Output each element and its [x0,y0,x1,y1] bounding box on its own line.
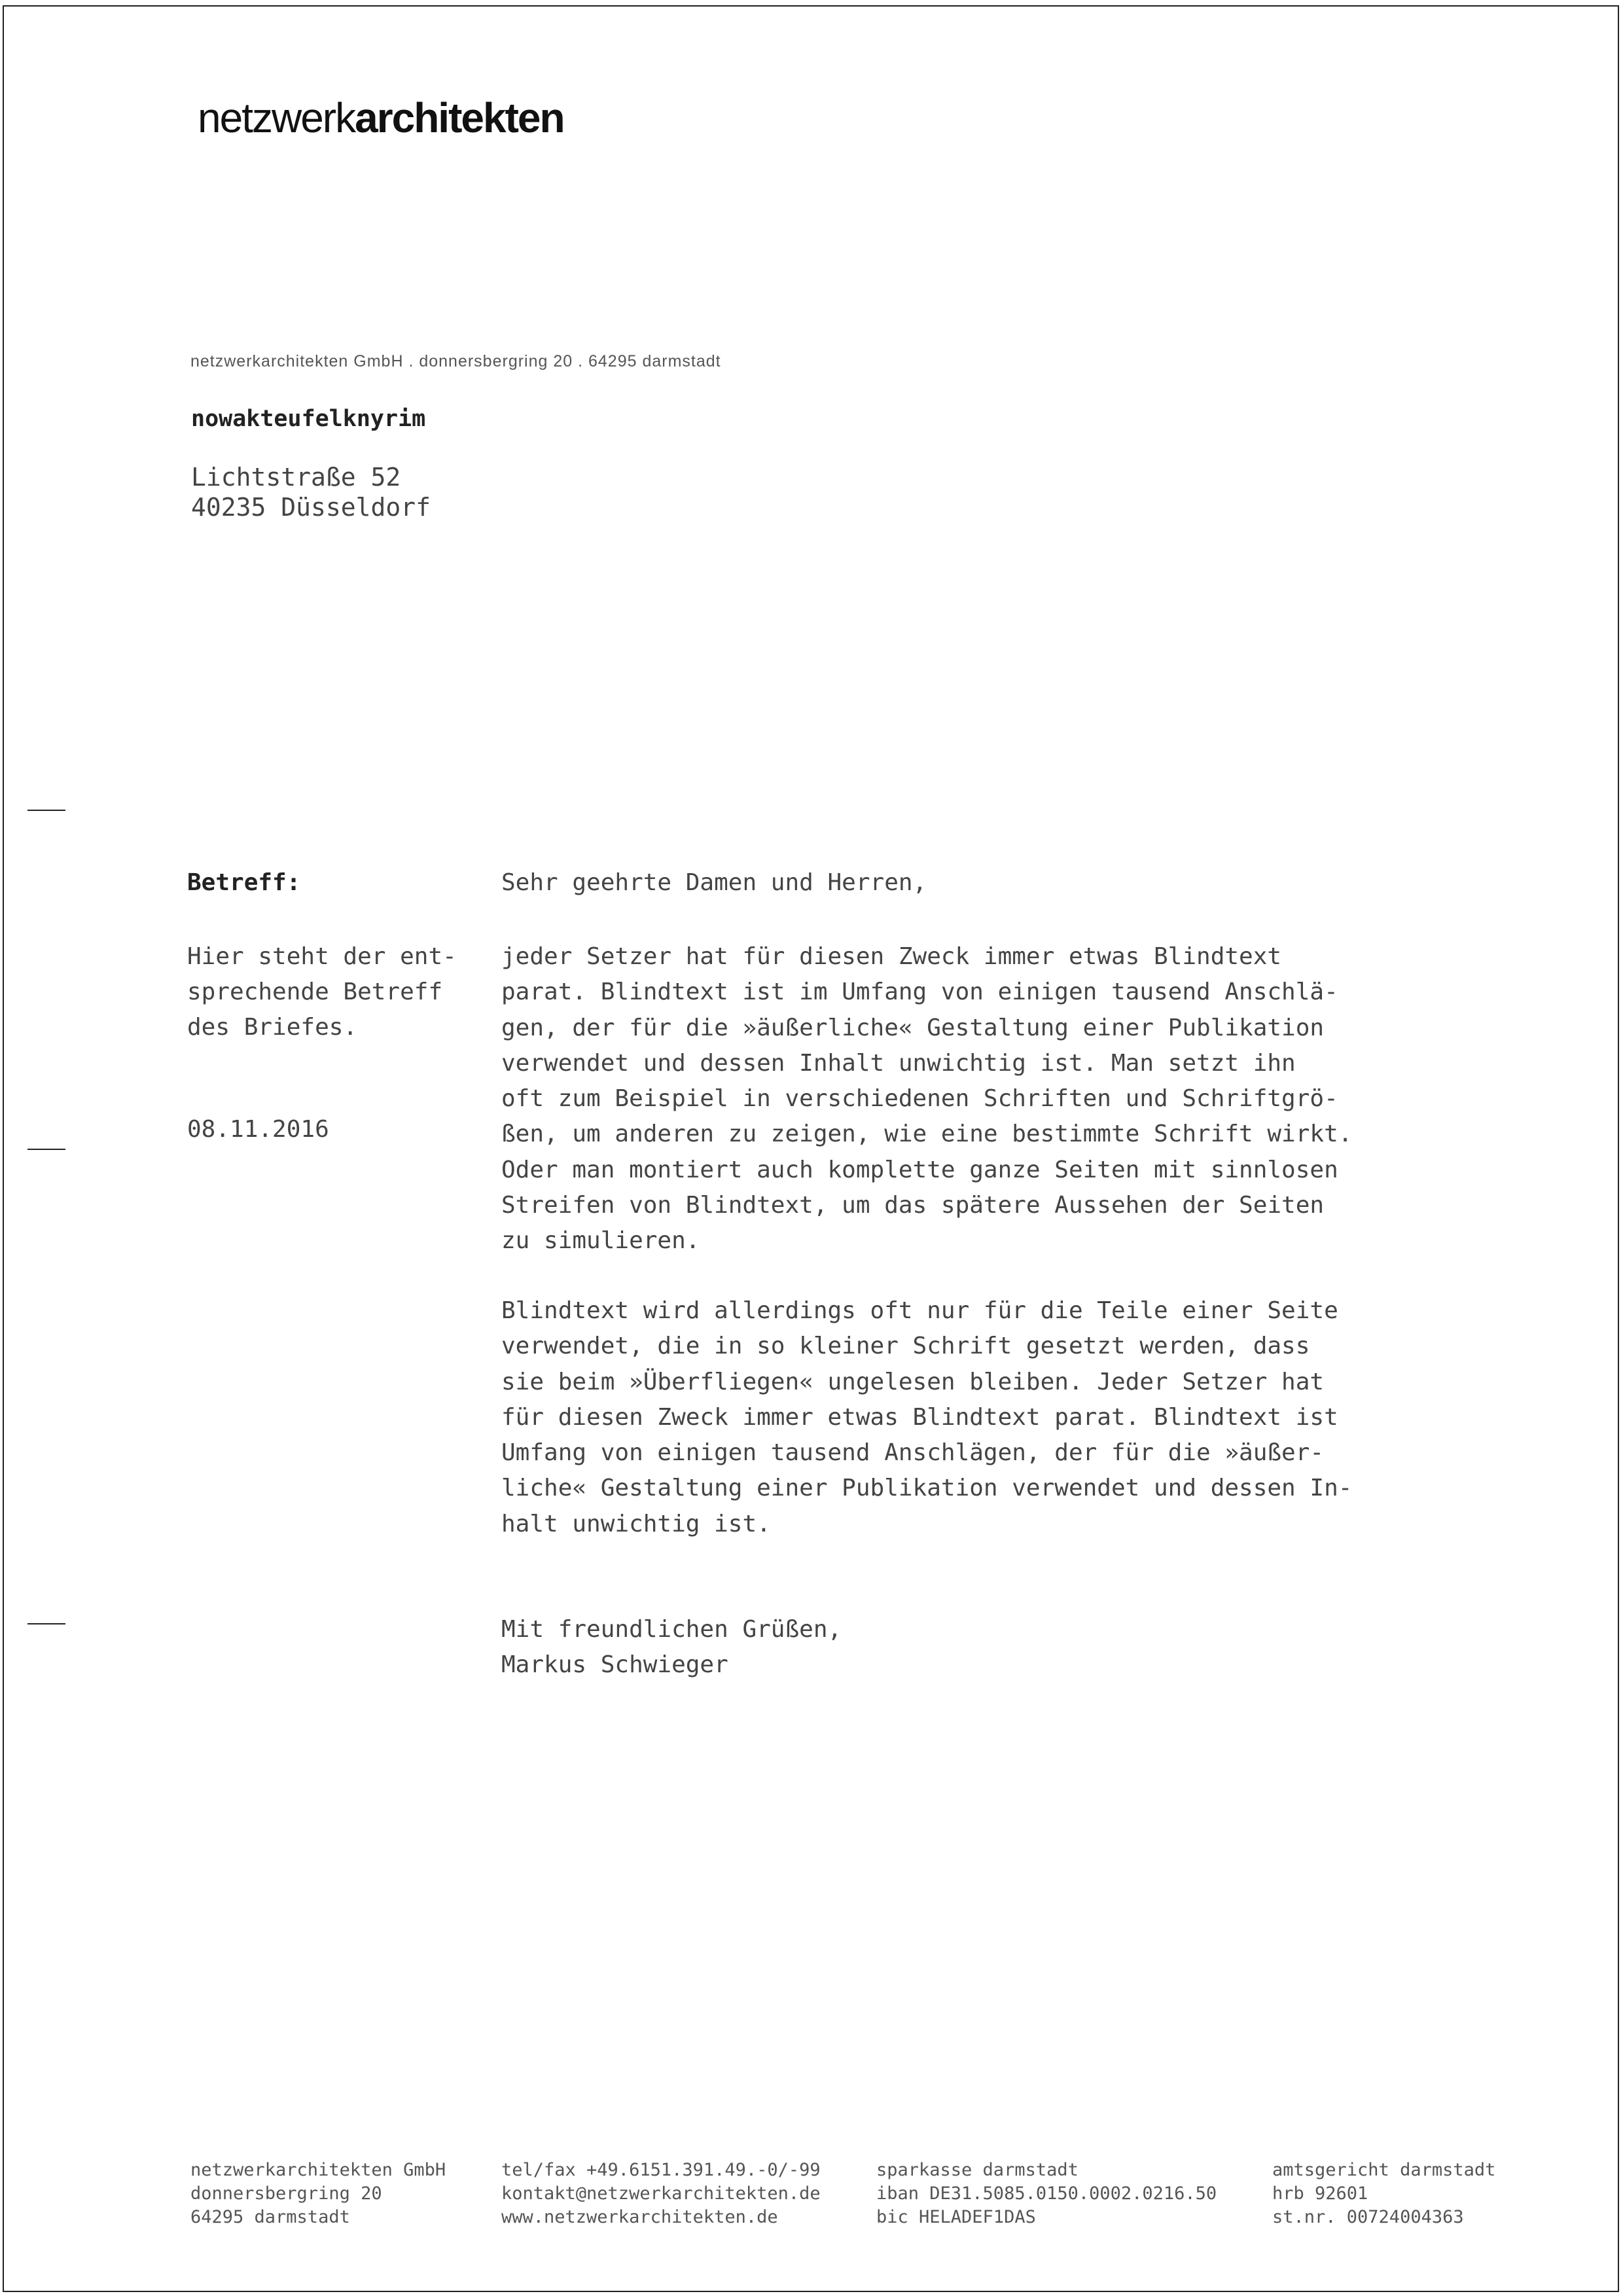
signature-name: Markus Schwieger [501,1651,728,1678]
body-line: zu simulieren. [501,1227,700,1255]
body-line: liche« Gestaltung einer Publikation verwendet und dessen In- [501,1475,1353,1502]
footer-line: kontakt@netzwerkarchitekten.de [501,2183,821,2204]
footer-line: 64295 darmstadt [190,2207,350,2227]
body-line: Umfang von einigen tausend Anschlägen, der für die »äußer- [501,1439,1325,1467]
sender-line: netzwerkarchitekten GmbH . donnersbergring 20 . 64295 darmstadt [190,352,721,370]
company-logo [198,94,564,141]
recipient-city: 40235 Düsseldorf [191,493,431,522]
logo-light-part: netzwerk [198,94,355,141]
subject-line: sprechende Betreff [187,978,443,1005]
body-line: verwendet und dessen Inhalt unwichtig ist. Man setzt ihn [501,1049,1296,1077]
footer-line: iban DE31.5085.0150.0002.0216.50 [876,2183,1217,2204]
body-line: Blindtext wird allerdings oft nur für die Teile einer Seite [501,1297,1338,1324]
footer-line: hrb 92601 [1272,2183,1368,2204]
subject-line: des Briefes. [187,1014,358,1041]
footer-line: netzwerkarchitekten GmbH [190,2160,446,2180]
footer-line: www.netzwerkarchitekten.de [501,2207,778,2227]
body-line: halt unwichtig ist. [501,1510,771,1537]
subject-line: Hier steht der ent- [187,943,457,970]
recipient-name: nowakteufelknyrim [191,406,426,432]
letter-page [3,5,1619,2292]
recipient-street: Lichtstraße 52 [191,463,401,492]
fold-mark-bottom [27,1623,65,1624]
footer-contact [501,2159,821,2229]
punch-mark [27,1149,65,1150]
body-line: Oder man montiert auch komplette ganze Seiten mit sinnlosen [501,1156,1338,1183]
footer-line: tel/fax +49.6151.391.49.-0/-99 [501,2160,821,2180]
subject-label: Betreff: [187,869,301,896]
body-paragraph-1 [501,939,1411,1259]
closing-phrase: Mit freundlichen Grüßen, [501,1616,842,1643]
footer-bank [876,2159,1217,2229]
body-line: parat. Blindtext ist im Umfang von einigen tausend Anschlä- [501,978,1338,1006]
body-line: oft zum Beispiel in verschiedenen Schriften und Schriftgrö- [501,1085,1338,1113]
logo-bold-part: architekten [355,94,564,141]
footer-line: amtsgericht darmstadt [1272,2160,1496,2180]
body-line: gen, der für die »äußerliche« Gestaltung einer Publikation [501,1014,1325,1041]
body-line: ßen, um anderen zu zeigen, wie eine bestimmte Schrift wirkt. [501,1121,1353,1148]
body-line: für diesen Zweck immer etwas Blindtext parat. Blindtext ist [501,1403,1338,1431]
body-paragraph-2 [501,1293,1411,1542]
body-line: sie beim »Überfliegen« ungelesen bleiben. Jeder Setzer hat [501,1368,1325,1395]
footer-line: bic HELADEF1DAS [876,2207,1036,2227]
footer-company [190,2159,446,2229]
footer-registry [1272,2159,1495,2229]
closing-block [501,1612,842,1683]
recipient-address [191,462,431,522]
footer-line: st.nr. 00724004363 [1272,2207,1464,2227]
fold-mark-top [27,810,65,811]
salutation: Sehr geehrte Damen und Herren, [501,869,927,896]
body-line: jeder Setzer hat für diesen Zweck immer etwas Blindtext [501,943,1282,970]
footer-line: donnersbergring 20 [190,2183,382,2204]
letter-date: 08.11.2016 [187,1116,329,1143]
body-line: Streifen von Blindtext, um das spätere Aussehen der Seiten [501,1192,1325,1219]
footer-line: sparkasse darmstadt [876,2160,1079,2180]
subject-text [187,939,482,1045]
body-line: verwendet, die in so kleiner Schrift gesetzt werden, dass [501,1333,1310,1360]
